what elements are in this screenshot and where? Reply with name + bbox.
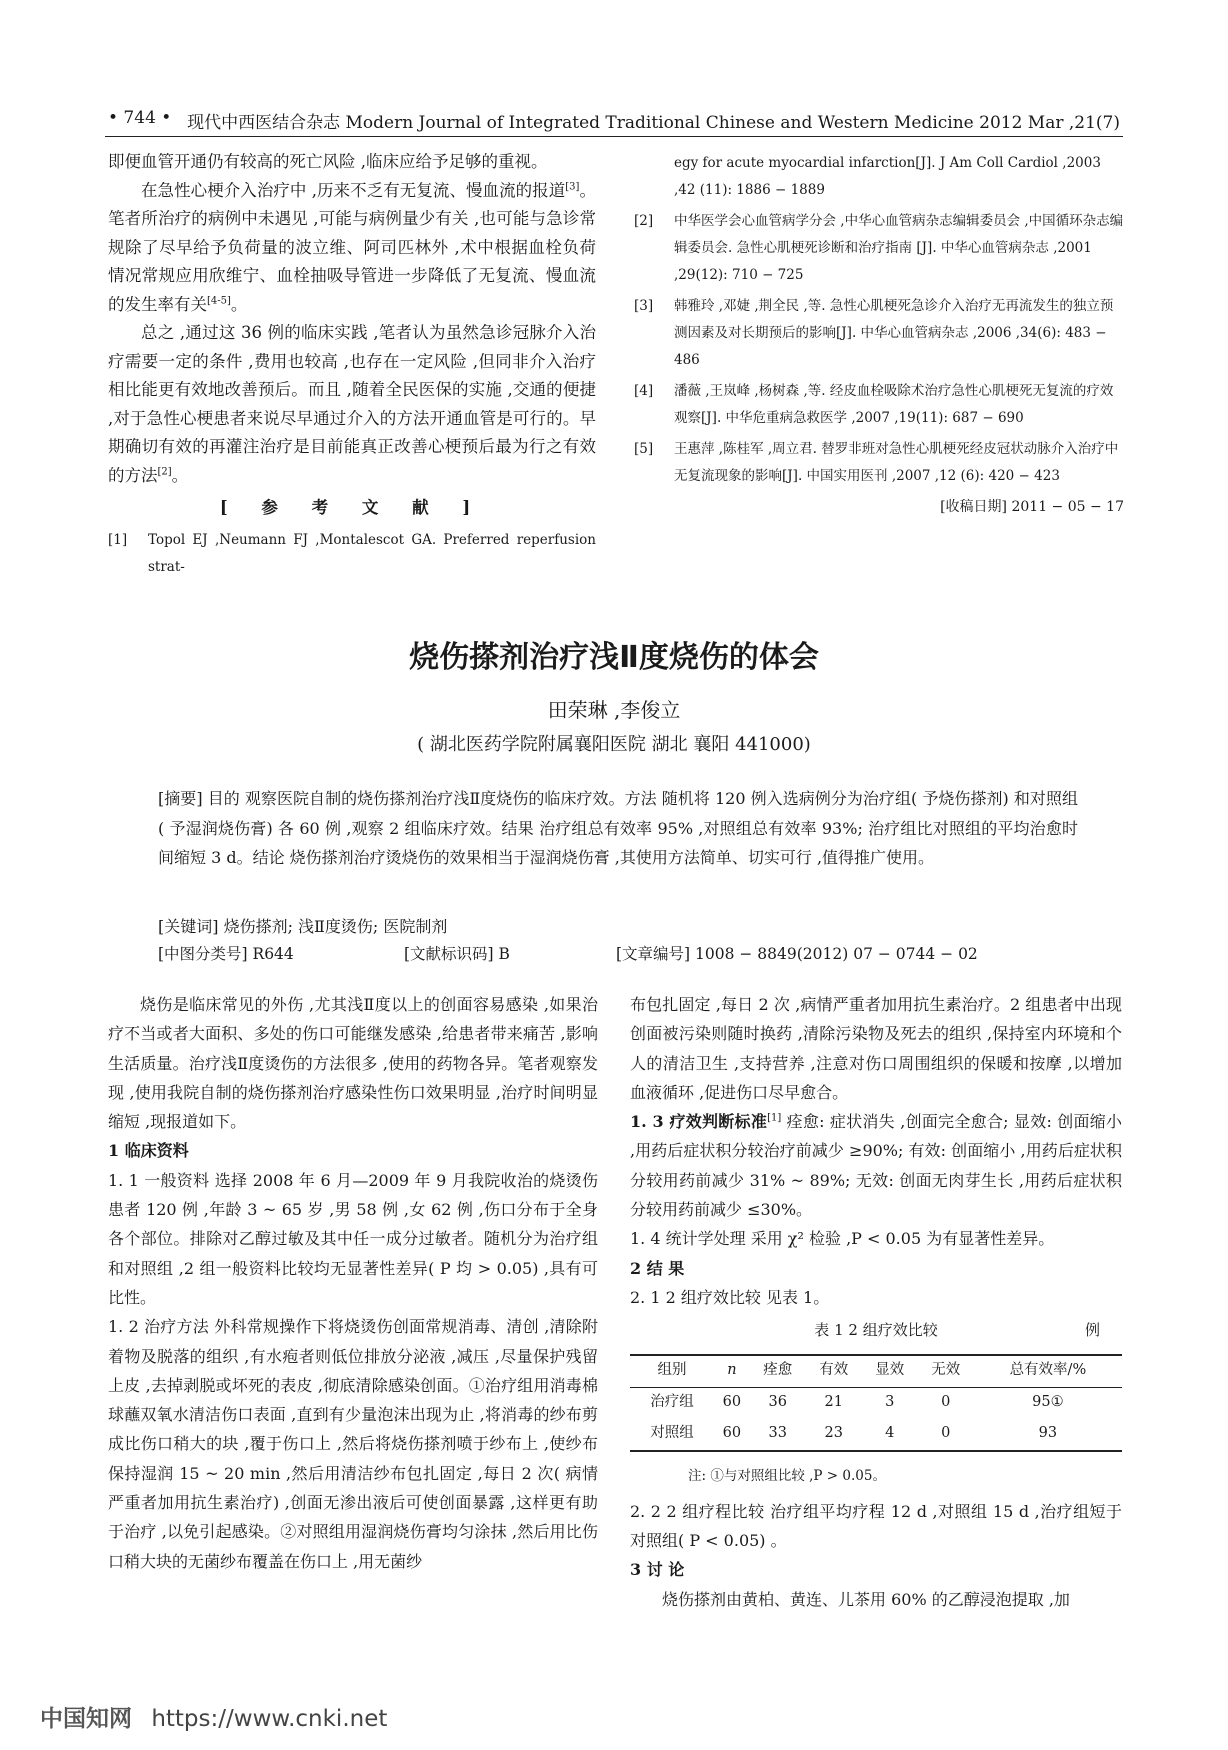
column-header: 组别 (657, 1362, 687, 1379)
column-header: n (727, 1362, 737, 1379)
table-cell: 36 (768, 1394, 787, 1411)
reference-item: [1] Topol EJ ,Neumann FJ ,Montalescot GA. Preferred reperfusion strat- (108, 531, 596, 575)
section-heading: 2 结 果 (630, 1258, 685, 1278)
table-cell: 治疗组 (650, 1394, 694, 1411)
table-unit: 例 (1084, 1321, 1100, 1340)
results-table (630, 1354, 1122, 1452)
column-header: 显效 (875, 1362, 905, 1379)
paragraph: 2. 1 2 组疗效比较 见表 1。 (630, 1287, 830, 1307)
paragraph: 布包扎固定 ,每日 2 次 ,病情严重者加用抗生素治疗。2 组患者中出现创面被污染则随时换药 ,清除污染物及死去的组织 ,保持室内环境和个人的清洁卫生 ,支持营养 ,注意对伤口周围组织的保暖和按摩 ,以增加血液循环 ,促进伤口尽早愈合。 (630, 995, 1122, 1102)
prev-article-right-column (634, 150, 1124, 516)
table-cell: 95① (1032, 1394, 1064, 1411)
prev-article-left-column (108, 148, 596, 581)
document-code: [文献标识码] B (404, 945, 510, 963)
reference-item: [5] 王惠萍 ,陈桂军 ,周立君. 替罗非班对急性心肌梗死经皮冠状动脉介入治疗中无复流现象的影响[J]. 中国实用医刊 ,2007 ,12 (6): 420 − 423 (634, 441, 1119, 484)
keywords: [关键词] 烧伤搽剂; 浅Ⅱ度烫伤; 医院制剂 (158, 917, 448, 936)
section-heading: 3 讨 论 (630, 1560, 685, 1580)
reference-item: egy for acute myocardial infarction[J]. J Am Coll Cardiol ,2003 ,42 (11): 1886 − 1889 (674, 155, 1101, 198)
table-note: 注: ①与对照组比较 ,P > 0.05。 (688, 1467, 886, 1484)
table-cell: 0 (941, 1425, 951, 1442)
table-cell: 3 (885, 1394, 895, 1411)
paragraph: 即便血管开通仍有较高的死亡风险 ,临床应给予足够的重视。 (108, 152, 548, 171)
column-header: 痊愈 (763, 1362, 793, 1379)
column-header: 总有效率/% (1009, 1362, 1087, 1379)
table-cell: 23 (824, 1425, 843, 1442)
paragraph: 1. 2 治疗方法 外科常规操作下将烧烫伤创面常规消毒、清创 ,清除附着物及脱落的组织 ,有水疱者则低位排放分泌液 ,减压 ,尽量保护残留上皮 ,去掉剥脱或坏死的表皮 ,彻底清除感染创面。①治疗组用消毒棉球蘸双氧水清洁伤口表面 ,直到有少量泡沫出现为止 ,将消毒的纱布剪成比伤口稍大的块 ,覆于伤口上 ,然后将烧伤搽剂喷于纱布上 ,使纱布保持湿润 15 ~ 20 min ,然后用清洁纱布包扎固定 ,每日 2 次( 病情严重者加用抗生素治疗) ,创面无渗出液后可使创面暴露 ,这样更有助于治疗 ,以免引起感染。②对照组用湿润烧伤膏均匀涂抹 ,然后用比伤口稍大块的无菌纱布覆盖在伤口上 ,用无菌纱 (108, 1317, 598, 1571)
column-header: 无效 (931, 1362, 961, 1379)
header-rule (105, 136, 1123, 137)
table-cell: 21 (824, 1394, 843, 1411)
received-date: [收稿日期] 2011 − 05 − 17 (940, 499, 1124, 515)
paragraph: 烧伤是临床常见的外伤 ,尤其浅Ⅱ度以上的创面容易感染 ,如果治疗不当或者大面积、多处的伤口可能继发感染 ,给患者带来痛苦 ,影响生活质量。治疗浅Ⅱ度烫伤的方法很多 ,使用的药物各异。笔者观察发现 ,使用我院自制的烧伤搽剂治疗感染性伤口效果明显 ,治疗时间明显缩短 ,现报道如下。 (108, 995, 598, 1132)
table-row (630, 1419, 1122, 1451)
reference-item: [2] 中华医学会心血管病学分会 ,中华心血管病杂志编辑委员会 ,中国循环杂志编辑委员会. 急性心肌梗死诊断和治疗指南 [J]. 中华心血管病杂志 ,2001 ,29(12): 710 − 725 (634, 213, 1124, 283)
table-header-row (630, 1355, 1122, 1388)
reference-item: [4] 潘薇 ,王岚峰 ,杨树森 ,等. 经皮血栓吸除术治疗急性心肌梗死无复流的疗效观察[J]. 中华危重病急救医学 ,2007 ,19(11): 687 − 690 (634, 383, 1114, 426)
paragraph: 1. 4 统计学处理 采用 χ² 检验 ,P < 0.05 为有显著性差异。 (630, 1229, 1055, 1249)
article-authors: 田荣琳 ,李俊立 (547, 698, 681, 722)
paragraph: 2. 2 2 组疗程比较 治疗组平均疗程 12 d ,对照组 15 d ,治疗组短于对照组( P < 0.05) 。 (630, 1501, 1122, 1551)
table-cell: 4 (885, 1425, 895, 1442)
article-affiliation: ( 湖北医药学院附属襄阳医院 湖北 襄阳 441000) (417, 734, 811, 755)
journal-title: 现代中西医结合杂志 Modern Journal of Integrated Traditional Chinese and Western Medicine 2012 Mar ,21(7) (187, 113, 1120, 133)
reference-item: [3] 韩雅玲 ,邓婕 ,荆全民 ,等. 急性心肌梗死急诊介入治疗无再流发生的独立预测因素及对长期预后的影响[J]. 中华心血管病杂志 ,2006 ,34(6): 483 − 486 (634, 298, 1114, 368)
clc-number: [中图分类号] R644 (158, 945, 294, 963)
table-cell: 60 (722, 1394, 742, 1411)
table-row (630, 1387, 1122, 1419)
article-number: [文章编号] 1008 − 8849(2012) 07 − 0744 − 02 (616, 945, 978, 963)
body-right-column (630, 990, 1122, 1614)
abstract: [摘要] 目的 观察医院自制的烧伤搽剂治疗浅Ⅱ度烧伤的临床疗效。方法 随机将 120 例入选病例分为治疗组( 予烧伤搽剂) 和对照组( 予湿润烧伤膏) 各 60 例 ,观察 2 组临床疗效。结果 治疗组总有效率 95% ,对照组总有效率 93%; 治疗组比对照组的平均治愈时间缩短 3 d。结论 烧伤搽剂治疗烫烧伤的效果相当于湿润烧伤膏 ,其使用方法简单、切实可行 ,值得推广使用。 (158, 789, 1078, 867)
references-heading: [ 参 考 文 献 ] (219, 498, 485, 517)
cnki-logo: 中国知网 (40, 1706, 132, 1732)
table-cell: 0 (941, 1394, 951, 1411)
section-heading: 1 临床资料 (108, 1141, 189, 1161)
table-cell: 33 (768, 1425, 787, 1442)
running-header (108, 104, 1120, 134)
article-title: 烧伤搽剂治疗浅Ⅱ度烧伤的体会 (409, 640, 819, 675)
cnki-watermark (40, 1700, 387, 1733)
table-cell: 93 (1038, 1425, 1058, 1442)
table-caption: 表 1 2 组疗效比较 例 (630, 1316, 1122, 1345)
paragraph: 烧伤搽剂由黄柏、黄连、儿茶用 60% 的乙醇浸泡提取 ,加 (662, 1589, 1070, 1609)
paragraph: 总之 ,通过这 36 例的临床实践 ,笔者认为虽然急诊冠脉介入治疗需要一定的条件 ,费用也较高 ,也存在一定风险 ,但同非介入治疗相比能更有效地改善预后。而且 ,随着全民医保的实施 ,交通的便捷 ,对于急性心梗患者来说尽早通过介入的方法开通血管是可行的。早期确切有效的再灌注治疗是目前能真正改善心梗预后最为行之有效的方法[2]。 (108, 323, 596, 485)
column-header: 有效 (819, 1362, 849, 1379)
body-left-column (108, 990, 598, 1576)
page-number: • 744 • (108, 108, 172, 128)
paragraph: 在急性心梗介入治疗中 ,历来不乏有无复流、慢血流的报道[3]。笔者所治疗的病例中未遇见 ,可能与病例量少有关 ,也可能与急诊常规除了尽早给予负荷量的波立维、阿司匹林外 ,术中根据血栓负荷情况常规应用欣维宁、血栓抽吸导管进一步降低了无复流、慢血流的发生率有关[4-5]。 (108, 180, 597, 314)
paragraph: 1. 3 疗效判断标准[1] 痊愈: 症状消失 ,创面完全愈合; 显效: 创面缩小 ,用药后症状积分较治疗前减少 ≥90%; 有效: 创面缩小 ,用药后症状积分较用药前减少 31% ~ 89%; 无效: 创面无肉芽生长 ,用药后症状积分较用药前减少 ≤30%。 (630, 1112, 1122, 1220)
table-cell: 60 (722, 1425, 742, 1442)
paragraph: 1. 1 一般资料 选择 2008 年 6 月—2009 年 9 月我院收治的烧烫伤患者 120 例 ,年龄 3 ~ 65 岁 ,男 58 例 ,女 62 例 ,伤口分布于全身各个部位。排除对乙醇过敏及其中任一成分过敏者。随机分为治疗组和对照组 ,2 组一般资料比较均无显著性差异( P 均 > 0.05) ,具有可比性。 (108, 1170, 598, 1307)
table-cell: 对照组 (650, 1425, 694, 1442)
cnki-url[interactable]: https://www.cnki.net (151, 1706, 388, 1732)
